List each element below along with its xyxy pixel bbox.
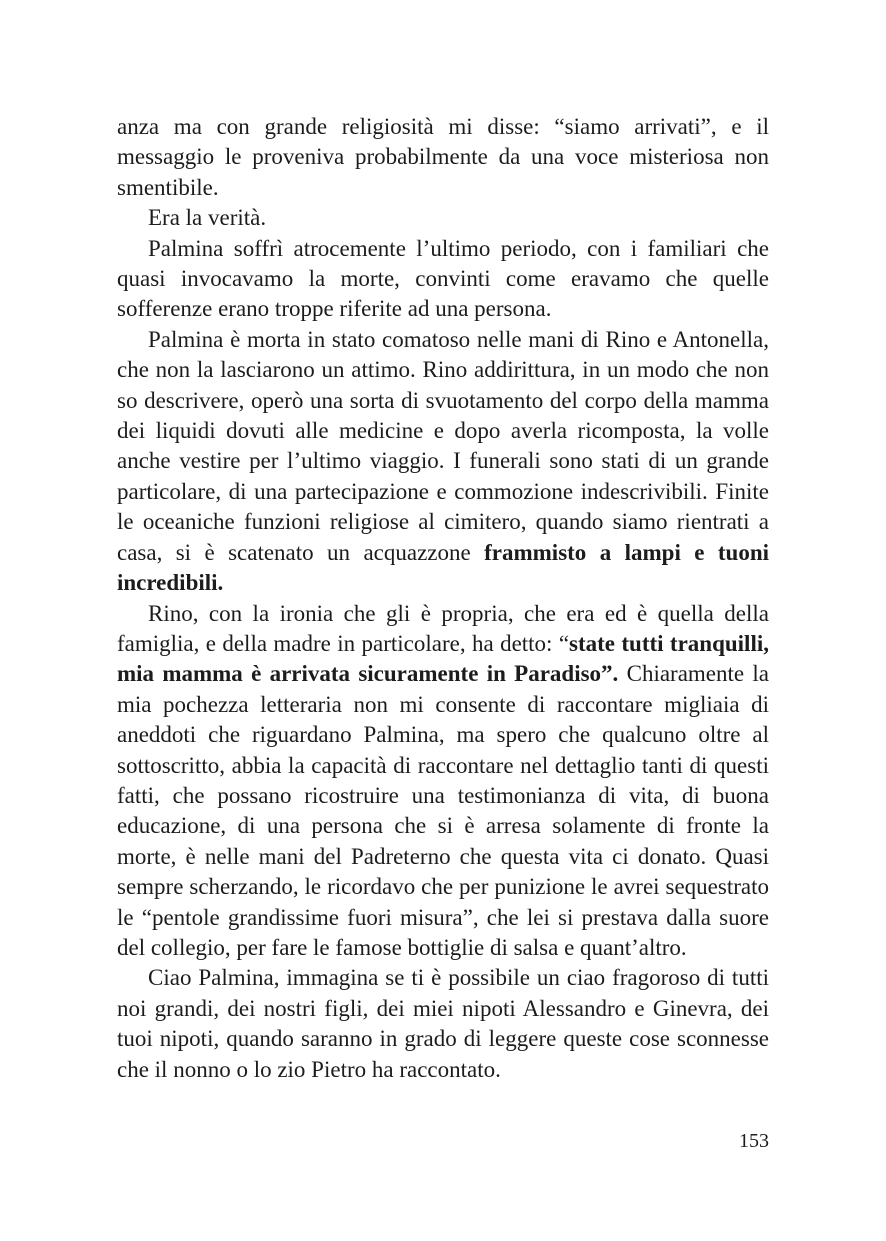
paragraph-5-bold-quote: state tutti tranquilli, mia mamma è arrivata sicuramente in Paradiso”.: [117, 630, 769, 687]
paragraph-6-text: Ciao Palmina, immagina se ti è possibile un ciao fragoroso di tutti noi grandi, dei nostri figli, dei miei nipoti Alessandro e Ginevra, dei tuoi nipoti, quando saranno in grado di leggere queste cose sconnesse che il nonno o lo zio Pietro ha raccontato.: [117, 965, 769, 1082]
paragraph-4: [117, 325, 769, 599]
page-body: [117, 112, 769, 1085]
paragraph-3-text: Palmina soffrì atrocemente l’ultimo periodo, con i familiari che quasi invocavamo la morte, convinti come eravamo che quelle sofferenze erano troppe riferite ad una persona.: [117, 235, 769, 322]
paragraph-3: [117, 234, 769, 325]
paragraph-1: [117, 112, 769, 203]
paragraph-2: [117, 203, 769, 233]
paragraph-1-text: anza ma con grande religiosità mi disse: “siamo arrivati”, e il messaggio le proveniva probabilmente da una voce misteriosa non smentibile.: [117, 114, 769, 200]
paragraph-2-text: Era la verità.: [148, 205, 267, 231]
page-number: 153: [739, 1130, 769, 1152]
paragraph-4-text: Palmina è morta in stato comatoso nelle mani di Rino e Antonella, che non la lasciarono un attimo. Rino addirittura, in un modo che non so descrivere, operò una sorta di svuotamento del corpo della mamma dei liquidi dovuti alle medicine e dopo averla ricomposta, la volle anche vestire per l’ultimo viaggio. I funerali sono stati di un grande particolare, di una partecipazione e commozione indescrivibili. Finite le oceaniche funzioni religiose al cimitero, quando siamo rientrati a casa, si è scatenato un acquazzone: [117, 326, 769, 565]
paragraph-5-text: Rino, con la ironia che gli è propria, che era ed è quella della famiglia, e della madre in particolare, ha detto: “: [117, 600, 769, 656]
paragraph-5: [117, 599, 769, 964]
paragraph-4-bold-text: frammisto a lampi e tuoni incredibili.: [117, 539, 769, 596]
paragraph-6: [117, 963, 769, 1085]
paragraph-5-text-after: Chiaramente la mia pochezza letteraria non mi consente di raccontare migliaia di aneddoti che riguardano Palmina, ma spero che qualcuno oltre al sottoscritto, abbia la capacità di raccontare nel dettaglio tanti di questi fatti, che possano ricostruire una testimonianza di vita, di buona educazione, di una persona che si è arresa solamente di fronte la morte, è nelle mani del Padreterno che questa vita ci donato. Quasi sempre scherzando, le ricordavo che per punizione le avrei sequestrato le “pentole grandissime fuori misura”, che lei si prestava dalla suore del collegio, per fare le famose bottiglie di salsa e quant’altro.: [117, 661, 769, 960]
